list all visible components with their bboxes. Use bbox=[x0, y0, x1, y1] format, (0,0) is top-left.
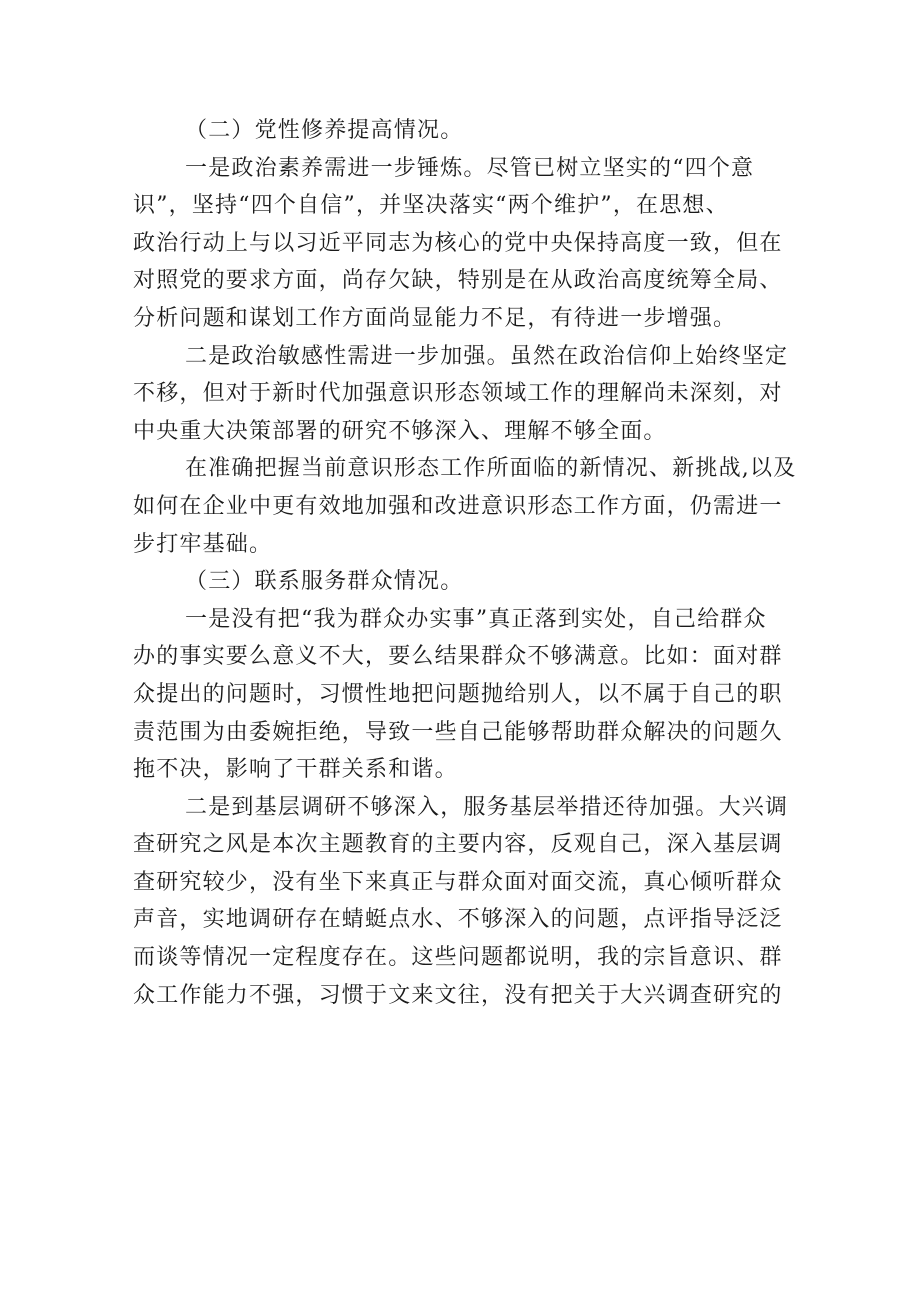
section-heading-2: （二）党性修养提高情况。 bbox=[185, 118, 464, 143]
paragraph-line: 拖不决，影响了干群关系和谐。 bbox=[133, 757, 458, 783]
paragraph-line: 对照党的要求方面，尚存欠缺，特别是在从政治高度统筹全局、 bbox=[133, 268, 783, 294]
paragraph-line: 而谈等情况一定程度存在。这些问题都说明，我的宗旨意识、群 bbox=[133, 945, 783, 971]
paragraph-line: 二是政治敏感性需进一步加强。虽然在政治信仰上始终坚定 bbox=[185, 343, 789, 369]
paragraph-line: 步打牢基础。 bbox=[133, 531, 273, 557]
paragraph-line: 责范围为由委婉拒绝，导致一些自己能够帮助群众解决的问题久 bbox=[133, 719, 783, 745]
document-body bbox=[133, 112, 797, 1014]
paragraph-line: 查研究之风是本次主题教育的主要内容，反观自己，深入基层调 bbox=[133, 832, 783, 858]
paragraph-serve-masses bbox=[133, 601, 793, 789]
paragraph-line: 在准确把握当前意识形态工作所面临的新情况、新挑战,以及 bbox=[185, 456, 797, 482]
paragraph-line: 如何在企业中更有效地加强和改进意识形态工作方面，仍需进一 bbox=[133, 493, 783, 519]
paragraph-line: 识”，坚持“四个自信”，并坚决落实“两个维护”，在思想、 bbox=[133, 193, 729, 219]
paragraph-line: 二是到基层调研不够深入，服务基层举措还待加强。大兴调 bbox=[185, 794, 789, 820]
paragraph-line: 政治行动上与以习近平同志为核心的党中央保持高度一致，但在 bbox=[133, 230, 783, 256]
paragraph-line: 分析问题和谋划工作方面尚显能力不足，有待进一步增强。 bbox=[133, 305, 737, 331]
paragraph-ideology-work bbox=[133, 450, 797, 563]
paragraph-line: 办的事实要么意义不大，要么结果群众不够满意。比如：面对群 bbox=[133, 644, 783, 670]
paragraph-line: 不移，但对于新时代加强意识形态领域工作的理解尚未深刻，对 bbox=[133, 381, 783, 407]
paragraph-line: 一是没有把“我为群众办实事”真正落到实处，自己给群众 bbox=[185, 606, 767, 632]
paragraph-line: 中央重大决策部署的研究不够深入、理解不够全面。 bbox=[133, 418, 667, 444]
paragraph-line: 众提出的问题时，习惯性地把问题抛给别人，以不属于自己的职 bbox=[133, 681, 783, 707]
section-heading-3: （三）联系服务群众情况。 bbox=[185, 569, 464, 595]
paragraph-line: 声音，实地调研存在蜻蜓点水、不够深入的问题，点评指导泛泛 bbox=[133, 907, 783, 933]
paragraph-line: 众工作能力不强，习惯于文来文往，没有把关于大兴调查研究的 bbox=[133, 982, 783, 1008]
paragraph-political-literacy bbox=[133, 150, 793, 338]
paragraph-grassroots-research bbox=[133, 789, 793, 1015]
paragraph-line: 查研究较少，没有坐下来真正与群众面对面交流，真心倾听群众 bbox=[133, 869, 783, 895]
paragraph-line: 一是政治素养需进一步锤炼。尽管已树立坚实的“四个意 bbox=[185, 155, 755, 181]
paragraph-political-sensitivity bbox=[133, 338, 793, 451]
